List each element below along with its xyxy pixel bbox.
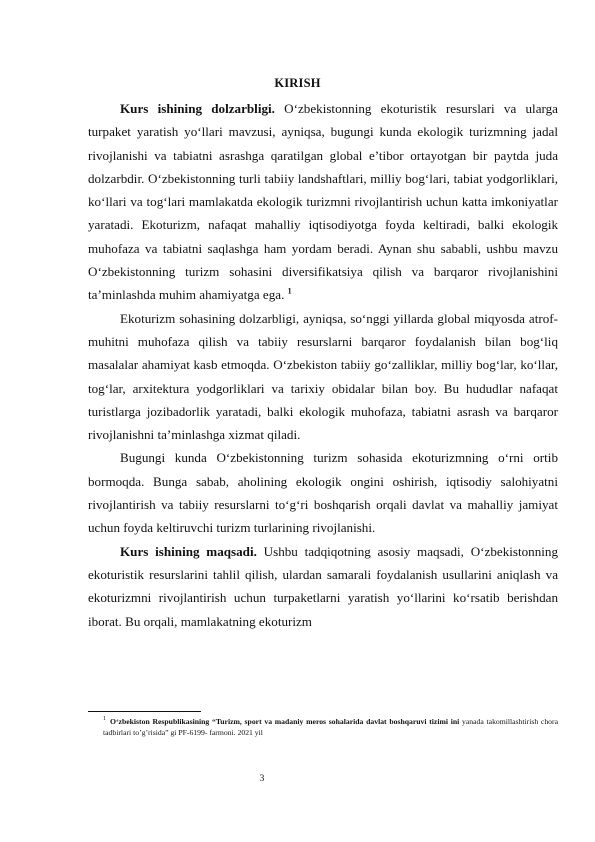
- body-text: [88, 97, 558, 633]
- paragraph-relevance: [88, 97, 558, 307]
- footnote-bold-text: O‘zbekiston Respublikasining “Turizm, sport va madaniy meros sohalarida davlat boshqaruvi tizimi ini: [110, 717, 460, 726]
- paragraph-text: O‘zbekistonning ekoturistik resurslari va ularga turpaket yaratish yo‘llari mavzusi, ayniqsa, bugungi kunda ekologik turizmning jadal rivojlanishi va tabiatni asrashga qaratilgan global e’tibor ortayotgan bir paytda juda dolzarbdir. O‘zbekistonning turli tabiiy landshaftlari, milliy bog‘lari, tabiat yodgorliklari, ko‘llari va tog‘lari mamlakatda ekologik turizmni rivojlantirish uchun katta imkoniyatlar yaratadi. Ekoturizm, nafaqat mahalliy iqtisodiyotga foyda keltiradi, balki ekologik muhofaza va tabiatni saqlashga ham yordam beradi. Aynan shu sababli, ushbu mavzu O‘zbekistonning turizm sohasini diversifikatsiya qilish va barqaror rivojlanishini ta’minlashda muhim ahamiyatga ega.: [88, 101, 558, 303]
- paragraph-lead: Kurs ishining maqsadi.: [120, 543, 257, 559]
- footnote-reference[interactable]: 1: [287, 287, 292, 297]
- paragraph-ecotourism: [88, 307, 558, 447]
- footnote-text: yanada takomillashtirish chora tadbirlari to’g’risida” gi PF-6199- farmoni. 2021 yil: [103, 717, 558, 737]
- paragraph-lead: Kurs ishining dolzarbligi.: [120, 101, 275, 116]
- paragraph-current: [88, 446, 558, 539]
- footnote: [103, 717, 558, 739]
- paragraph-text: Bugungi kunda O‘zbekistonning turizm sohasida ekoturizmning o‘rni ortib bormoqda. Bunga sabab, aholining ekologik ongini oshirish, iqtisodiy salohiyatni rivojlantirish va tabiiy resurslarni to‘g‘ri boshqarish orqali davlat va mahalliy jamiyat uchun foyda keltiruvchi turizm turlarining rivojlanishi.: [88, 450, 558, 536]
- footnote-divider: [88, 711, 201, 712]
- footnote-number: 1: [103, 716, 106, 723]
- page-number: 3: [259, 774, 265, 784]
- paragraph-text: Ushbu tadqiqotning asosiy maqsadi, O‘zbekistonning ekoturistik resurslarini tahlil qilish, ulardan samarali foydalanish usullarini aniqlash va ekoturizmni rivojlantirish uchun turpaketlarni yaratish yo‘llarini ko‘rsatib berishdan iborat. Bu orqali, mamlakatning ekoturizm: [88, 543, 558, 629]
- paragraph-goal: [88, 540, 558, 633]
- paragraph-text: Ekoturizm sohasining dolzarbligi, ayniqsa, so‘nggi yillarda global miqyosda atrof-muhitni muhofaza qilish va tabiiy resurslarni barqaror foydalanish bilan bog‘liq masalalar ahamiyat kasb etmoqda. O‘zbekiston tabiiy go‘zalliklar, milliy bog‘lar, ko‘llar, tog‘lar, arxitektura yodgorliklari va tarixiy obidalar bilan boy. Bu hududlar nafaqat turistlarga jozibadorlik yaratadi, balki ekologik muhofaza, tabiatni asrash va barqaror rivojlanishni ta’minlashga xizmat qiladi.: [88, 310, 558, 443]
- section-heading: KIRISH: [274, 76, 321, 90]
